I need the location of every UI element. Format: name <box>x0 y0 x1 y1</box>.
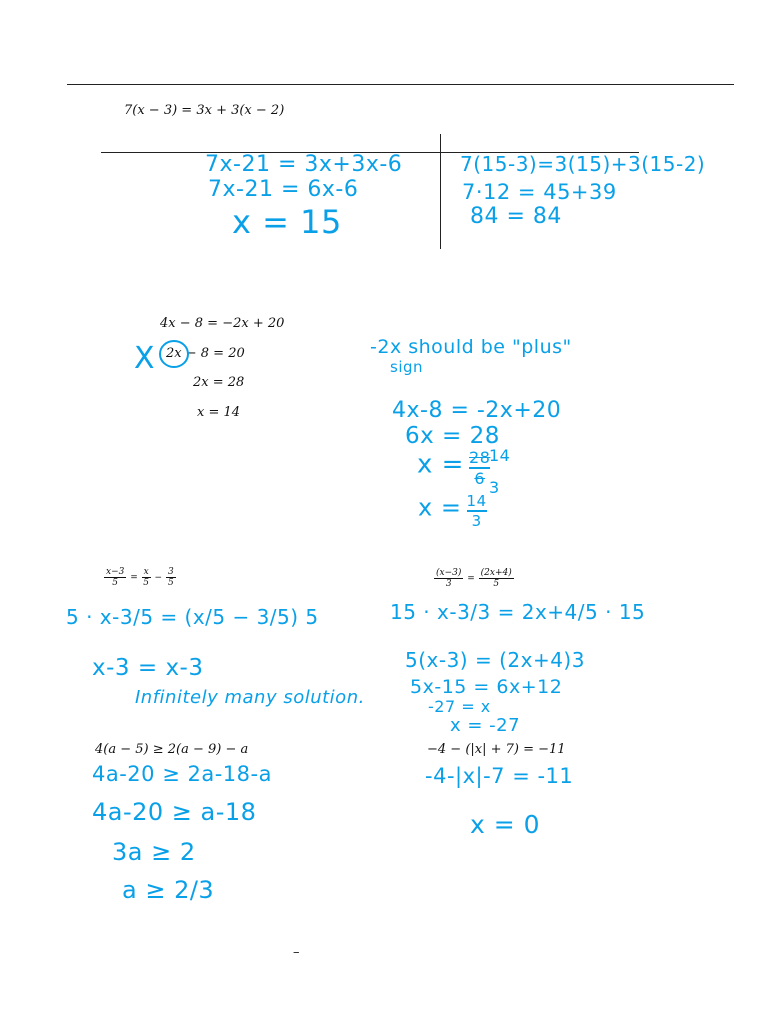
problem2-comment-line2: sign <box>390 358 424 376</box>
problem2-line3: 2x = 28 <box>193 375 245 390</box>
problem1-check-line3: 84 = 84 <box>470 204 562 229</box>
problem1-table-vline <box>440 134 441 249</box>
problem5-inequality: 4(a − 5) ≥ 2(a − 9) − a <box>95 742 249 757</box>
problem6-equation: −4 − (|x| + 7) = −11 <box>427 742 566 757</box>
problem2-work-line4: x = $\frac{14}{3}$ <box>418 492 487 530</box>
problem2-reduced-numerator-note: 14 <box>489 446 511 465</box>
problem4-work-line1: 15 · x-3/3 = 2x+4/5 · 15 <box>390 600 646 624</box>
problem5-work-line2: 4a-20 ≥ a-18 <box>92 798 257 826</box>
problem3-work-line2: x-3 = x-3 <box>92 655 204 681</box>
problem2-line4: x = 14 <box>197 405 241 420</box>
problem2-final-denominator: 3 <box>471 512 482 530</box>
problem2-line1: 4x − 8 = −2x + 20 <box>160 316 285 331</box>
problem3-equation: $\frac{x-3}{5}$ = $\frac{x}{5}$ − $\frac{3}{5}$ <box>106 567 174 588</box>
problem2-work-line1: 4x-8 = -2x+20 <box>392 398 562 423</box>
problem4-work-line2: 5(x-3) = (2x+4)3 <box>405 648 585 672</box>
problem5-work-line3: 3a ≥ 2 <box>112 838 196 866</box>
problem4-work-line3: 5x-15 = 6x+12 <box>410 676 563 698</box>
problem4-equation: $\frac{(x-3)}{3}$ = $\frac{(2x+4)}{5}$ <box>436 568 512 589</box>
problem4-work-line4: -27 = x <box>428 697 491 716</box>
problem3-work-line1: 5 · x-3/5 = (x/5 − 3/5) 5 <box>66 605 319 629</box>
problem2-crossed-numerator: 28 <box>469 448 491 467</box>
problem5-work-line4: a ≥ 2/3 <box>122 876 215 904</box>
problem2-work-line2: 6x = 28 <box>405 423 500 449</box>
problem6-work-line2: x = 0 <box>470 810 541 839</box>
problem1-work-line2: 7x-21 = 6x-6 <box>208 177 359 202</box>
problem2-reduced-denominator-note: 3 <box>489 478 500 497</box>
problem2-line2: 2x − 8 = 20 <box>166 346 245 361</box>
problem1-check-line2: 7·12 = 45+39 <box>462 180 617 204</box>
problem2-error-mark: X <box>134 341 156 376</box>
footer-mark: – <box>293 945 300 960</box>
problem6-work-line1: -4-|x|-7 = -11 <box>425 764 574 788</box>
problem4-work-line5: x = -27 <box>450 715 521 736</box>
problem1-work-line3: x = 15 <box>232 203 342 241</box>
problem1-equation: 7(x − 3) = 3x + 3(x − 2) <box>124 103 285 118</box>
header-rule <box>67 84 734 85</box>
problem2-crossed-denominator: 6 <box>474 469 486 488</box>
problem2-work-line3: x = $\frac{28}{6}$ <box>417 448 491 488</box>
problem5-work-line1: 4a-20 ≥ 2a-18-a <box>92 762 272 786</box>
problem2-comment-line1: -2x should be "plus" <box>370 336 572 358</box>
problem1-check-line1: 7(15-3)=3(15)+3(15-2) <box>460 152 706 176</box>
problem1-work-line1: 7x-21 = 3x+3x-6 <box>205 152 403 177</box>
problem2-final-numerator: 14 <box>466 492 487 510</box>
problem3-conclusion: Infinitely many solution. <box>135 687 365 708</box>
